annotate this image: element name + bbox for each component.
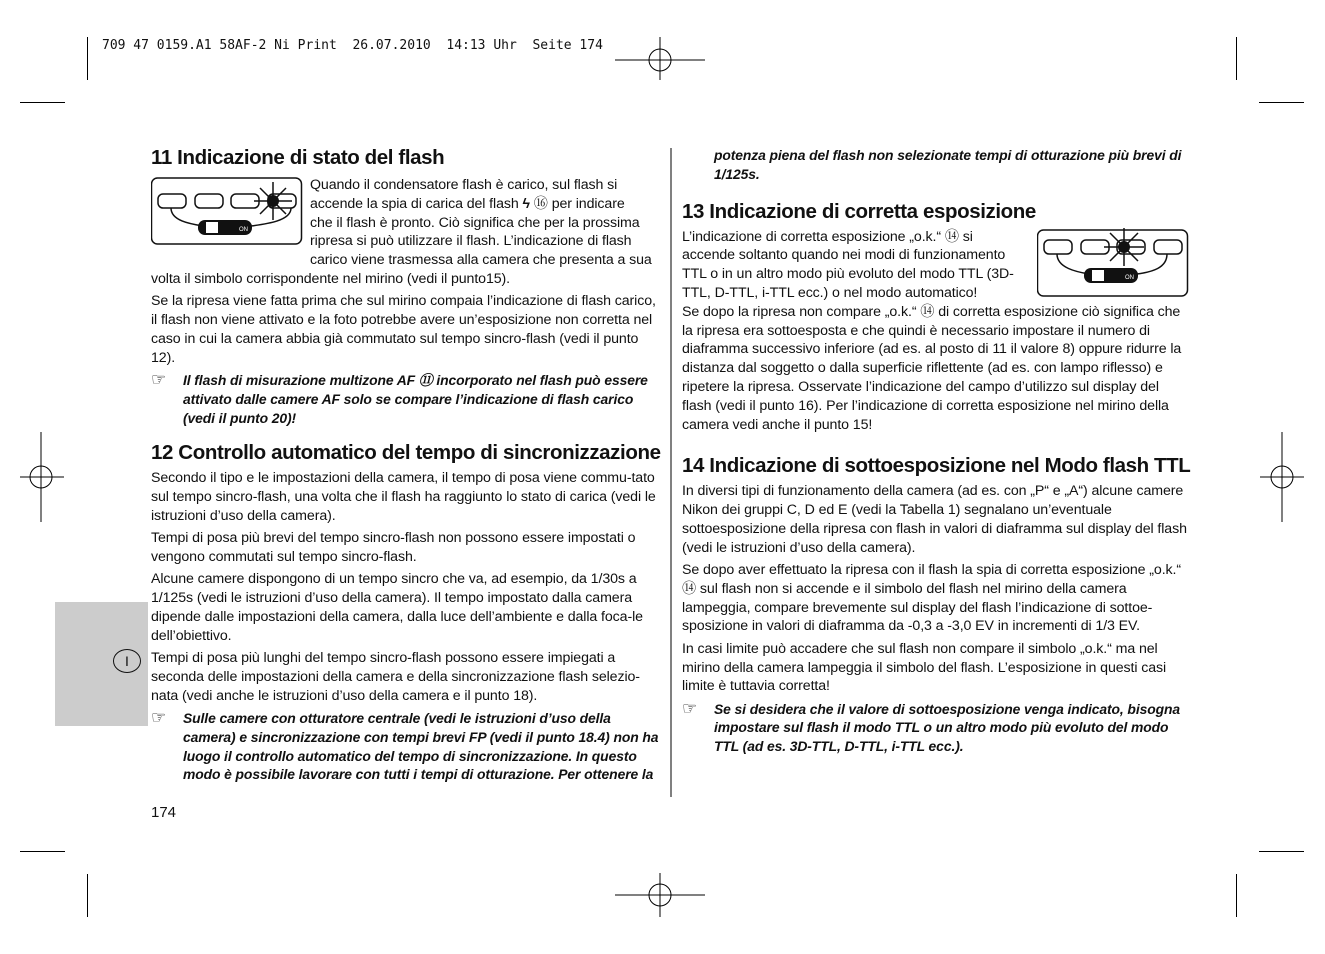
s11-p2: Se la ripresa viene fatta prima che sul mirino compaia l’indicazione di flash carico, il flash non viene attivato e la foto potrebbe avere un’esposizione non corretta nel caso in cui la camera abbia già commutato sul tempo sincro-flash (vedi il punto 12). (151, 293, 656, 366)
s14-p2: Se dopo aver effettuato la ripresa con il flash la spia di corretta esposizione „o.k.“ ⑭ sul flash non si accende e il simbolo del flash nel mirino della camera lampeggia, compare brevemente sul display del flash l’indicazione di sottoe-sposizione in valori di diaframma da -0,3 a -3,0 EV in incrementi di 1/3 EV. (682, 562, 1182, 635)
section-11-intro (151, 176, 661, 270)
s14-note: Se si desidera che il valore di sottoesposizione venga indicato, bisogna impostare sul flash il modo TTL o un altro modo più evoluto del modo TTL (ad es. 3D-TTL, D-TTL, i-TTL ecc.). (714, 700, 1180, 755)
section-13-title: 13 Indicazione di corretta esposizione (682, 199, 1036, 223)
s13-p1-line4: TTL, D-TTL, i-TTL ecc.) o nel modo automatico! (682, 284, 978, 301)
display-on-label: ON (1125, 274, 1134, 281)
page-number: 174 (151, 804, 177, 821)
flash-display-illustration-ok (1037, 228, 1192, 300)
s14-p1: In diversi tipi di funzionamento della camera (ad es. con „P“ e „A“) alcune camere Nikon dei gruppi C, D ed E (vedi la Tabella 1) segnalano un’eventuale sottoesposizione della ripresa con flash in valori di diaframma sul display del flash (vedi le istruzioni d’uso della camera). (682, 483, 1187, 556)
section-12-title: 12 Controllo automatico del tempo di sincronizzazione (151, 441, 661, 465)
right-column (682, 146, 1192, 756)
s12-p4: Tempi di posa più lunghi del tempo sincro-flash possono essere impiegati a seconda delle impostazioni della camera e della sincronizzazione flash selezio-nata (vedi anche le istruzioni d’uso della camera e il punto 18). (151, 650, 640, 704)
s13-p1-line3: TTL o in un altro modo più evoluto del modo TTL (3D- (682, 266, 1014, 283)
s12-p1: Secondo il tipo e le impostazioni della camera, il tempo di posa viene commu-tato sul tempo sincro-flash, una volta che il flash ha raggiunto lo stato di carica (vedi le istruzioni d’uso della camera). (151, 470, 656, 524)
s12-note: Sulle camere con otturatore centrale (vedi le istruzioni d’uso della camera) e sincronizzazione con tempi brevi FP (vedi il punto 18.4) non ha luogo il controllo automatico del tempo di sincronizzazione. In questo modo è possibile lavorare con tutti i tempi di otturazione. Per ottenere la (183, 709, 659, 783)
s12-p2: Tempi di posa più brevi del tempo sincro-flash non possono essere impostati o vengono commutati sul tempo sincro-flash. (151, 530, 636, 566)
print-header: 709 47 0159.A1 58AF-2 Ni Print 26.07.2010 14:13 Uhr Seite 174 (102, 38, 603, 53)
flash-display-illustration-ready (151, 176, 306, 248)
s14-p3: In casi limite può accadere che sul flash non compare il simbolo „o.k.“ ma nel mirino della camera lampeggia il simbolo del flash. L’esposizione in questi casi limite è tuttavia corretta! (682, 640, 1167, 695)
section-14-title: 14 Indicazione di sottoesposizione nel Modo flash TTL (682, 454, 1191, 478)
language-marker: I (113, 649, 141, 673)
display-on-label: ON (239, 227, 248, 233)
note-continuation: potenza piena del flash non selezionate tempi di otturazione più brevi di 1/125s. (714, 147, 1182, 182)
s11-p1-line3: che il flash è pronto. Ciò significa che per la prossima (310, 214, 640, 231)
s11-p1-line2b: ⑯ per indicare (533, 195, 625, 212)
section-13-intro (682, 228, 1192, 303)
s11-p1-line5: carico viene trasmessa alla camera che presenta a sua (310, 252, 652, 269)
pointing-hand-icon: ☞ (151, 369, 167, 389)
s11-p1-tail: volta il simbolo corrispondente nel mirino (vedi il punto15). (151, 270, 511, 287)
s11-p1-line4: ripresa si può utilizzare il flash. L’indicazione di flash (310, 233, 632, 250)
section-11-title: 11 Indicazione di stato del flash (151, 146, 445, 169)
pointing-hand-icon: ☞ (682, 698, 698, 718)
flash-ready-icon: ϟ (522, 195, 530, 212)
s11-p1-line1: Quando il condensatore flash è carico, sul flash si (310, 177, 618, 193)
s13-p2: Se dopo la ripresa non compare „o.k.“ ⑭ di corretta esposizione ciò significa che la ripresa era sottoesposta e che quindi è necessario impostare il numero di diaframma successivo inferiore (ad es. al posto di 11 il valore 8) oppure ridurre la distanza dal soggetto o dalla superficie riflettente (ad es. con lampo riflesso) e ripetere la ripresa. Osservate l’indicazione del campo d’utilizzo sul display del flash (vedi il punto 16). Per l’indicazione di corretta esposizione nel mirino della camera vedi anche il punto 15! (682, 303, 1182, 433)
pointing-hand-icon: ☞ (151, 707, 167, 727)
s12-p3: Alcune camere dispongono di un tempo sincro che va, ad esempio, da 1/30s a 1/125s (vedi le istruzioni d’uso della camera). Il tempo impostato dalla camera dipende dalle impostazioni della camera, dalla luce dell’ambiente e dalla foca-le dell’obiettivo. (151, 571, 643, 644)
left-column (151, 146, 661, 784)
s13-p1-line2: accende soltanto quando nei modi di funzionamento (682, 247, 1006, 264)
s13-p1-line1: L’indicazione di corretta esposizione „o.k.“ ⑭ si (682, 228, 973, 245)
s11-p1-line2: accende la spia di carica del flash (310, 195, 519, 212)
s11-note: Il flash di misurazione multizone AF ⑪ incorporato nel flash può essere attivato dalle camere AF solo se compare l’indicazione di flash carico (vedi il punto 20)! (183, 371, 648, 426)
